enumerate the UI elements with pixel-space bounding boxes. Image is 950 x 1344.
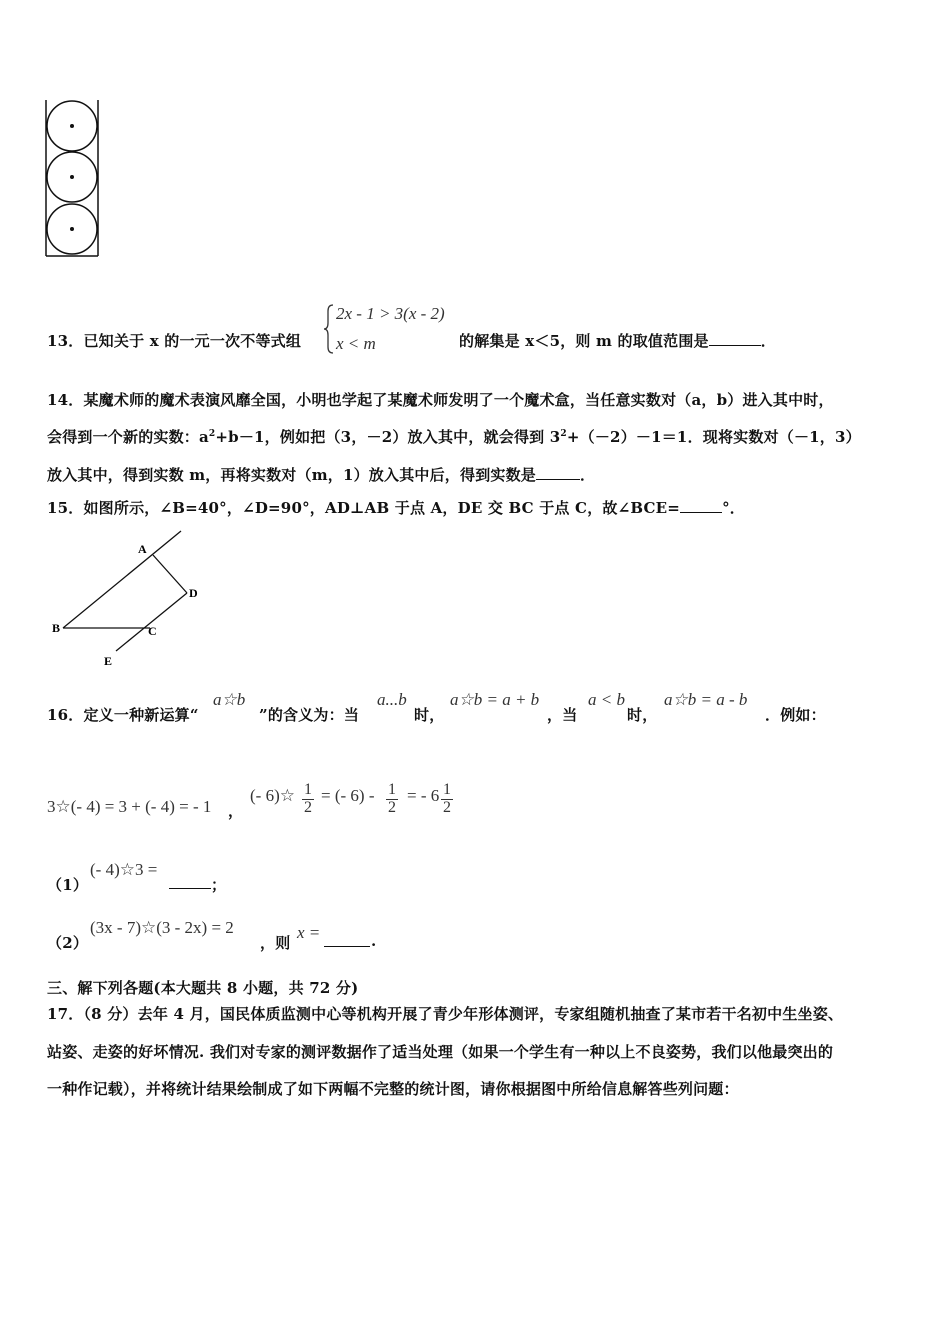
q14-line2 [47, 426, 861, 447]
q16-ex2-c: = - 6 [407, 786, 440, 805]
label-A: A [138, 542, 147, 556]
q14-answer-blank[interactable] [536, 465, 580, 480]
q17-line2: 站姿、走姿的好坏情况. 我们对专家的测评数据作了适当处理（如果一个学生有一种以上不良姿势，我们以他最突出的 [47, 1043, 834, 1061]
q16-p2-var: x = [297, 923, 321, 942]
q13-suffix [459, 330, 776, 351]
q16-p1-label: （1） [47, 876, 89, 894]
q14-sup-1: 2 [208, 429, 216, 439]
q16-end: ．例如： [765, 706, 826, 724]
q16-frac3-num: 1 [443, 781, 451, 798]
label-D: D [189, 586, 198, 600]
q16-example-comma: ， [228, 802, 244, 820]
q13-brace [322, 303, 336, 355]
q14-line2-c: +（－2）－1＝1．现将实数对（－1，3） [566, 428, 861, 446]
q16-ex2-frac3 [441, 782, 453, 817]
q17-line3: 一种作记载），并将统计结果绘制成了如下两幅不完整的统计图，请你根据图中所给信息解答些列问题： [47, 1080, 739, 1098]
q16-rule2: a☆b = a - b [664, 690, 748, 709]
q14-line3-end: ． [580, 466, 596, 484]
q16-ex2-frac2 [386, 782, 398, 817]
q16-ex2-a: (- 6)☆ [250, 786, 295, 805]
q14-sup-2: 2 [560, 429, 567, 439]
q15-answer-blank[interactable] [680, 498, 722, 513]
q16-frac1-num: 1 [304, 781, 312, 798]
q16-cond2: a < b [588, 690, 625, 709]
label-B: B [52, 621, 61, 635]
circle-bottom-center [70, 227, 74, 231]
q15-figure [40, 525, 220, 675]
q16-cond1: a...b [377, 690, 407, 709]
q16-op: a☆b [213, 690, 246, 709]
q13-end: ． [760, 332, 776, 350]
circle-middle-center [70, 175, 74, 179]
label-C: C [148, 624, 157, 638]
q14-line3-text: 放入其中，得到实数 m，再将实数对（m，1）放入其中后，得到实数是 [47, 466, 537, 484]
q16-prefix: 16．定义一种新运算“ [47, 706, 199, 724]
figure-three-circles [40, 98, 104, 260]
q16-mid2: 时， [414, 706, 445, 724]
q16-mid1: ”的含义为：当 [259, 706, 360, 724]
q16-p2-blank[interactable] [324, 932, 370, 947]
q14-line2-b: +b－1，例如把（3，－2）放入其中，就会得到 3 [215, 428, 561, 446]
q16-frac2-num: 1 [388, 781, 396, 798]
line-AD [153, 555, 187, 593]
q16-mid4: 时， [627, 706, 658, 724]
q16-p2-label: （2） [47, 934, 89, 952]
line-BA-extended [63, 531, 181, 628]
q16-frac3-den: 2 [443, 798, 451, 816]
q16-frac2-den: 2 [388, 798, 396, 816]
q13-prefix: 13．已知关于 x 的一元一次不等式组 [47, 332, 302, 350]
q13-suffix-text: 的解集是 x＜5，则 m 的取值范围是 [459, 332, 709, 350]
q16-mid3: ，当 [547, 706, 578, 724]
q13-system-line2: x < m [336, 334, 376, 353]
section3-title: 三、解下列各题(本大题共 8 小题，共 72 分) [47, 979, 359, 997]
circle-top-center [70, 124, 74, 128]
q17-line1: 17．（8 分）去年 4 月，国民体质监测中心等机构开展了青少年形体测评，专家组随机抽查了某市若干名初中生坐姿、 [47, 1005, 844, 1023]
q15-text: 15．如图所示，∠B=40°，∠D=90°，AD⊥AB 于点 A，DE 交 BC 于点 C，故∠BCE= [47, 499, 681, 517]
q16-frac1-den: 2 [304, 798, 312, 816]
q16-p2-end: . [371, 932, 377, 950]
q14-line2-a: 会得到一个新的实数：a [47, 428, 209, 446]
label-E: E [104, 654, 113, 668]
q13-answer-blank[interactable] [709, 331, 761, 346]
q13-system-line1: 2x - 1 > 3(x - 2) [336, 304, 445, 323]
line-DE [116, 593, 187, 651]
q16-p2-expr: (3x - 7)☆(3 - 2x) = 2 [90, 918, 234, 937]
q16-rule1: a☆b = a + b [450, 690, 540, 709]
q16-p1-end: ； [211, 876, 227, 894]
q16-ex2-frac1 [302, 782, 314, 817]
q16-p1-expr: (- 4)☆3 = [90, 860, 158, 879]
q16-p1-blank[interactable] [169, 874, 211, 889]
q16-p2-mid: ，则 [260, 934, 291, 952]
q14-line3 [47, 464, 595, 485]
q15-end: °． [722, 499, 745, 517]
q16-example1: 3☆(- 4) = 3 + (- 4) = - 1 [47, 797, 212, 816]
q16-ex2-b: = (- 6) - [321, 786, 375, 805]
q15-line [47, 497, 745, 518]
q14-line1: 14．某魔术师的魔术表演风靡全国，小明也学起了某魔术师发明了一个魔术盒，当任意实数对（a，b）进入其中时， [47, 391, 834, 409]
